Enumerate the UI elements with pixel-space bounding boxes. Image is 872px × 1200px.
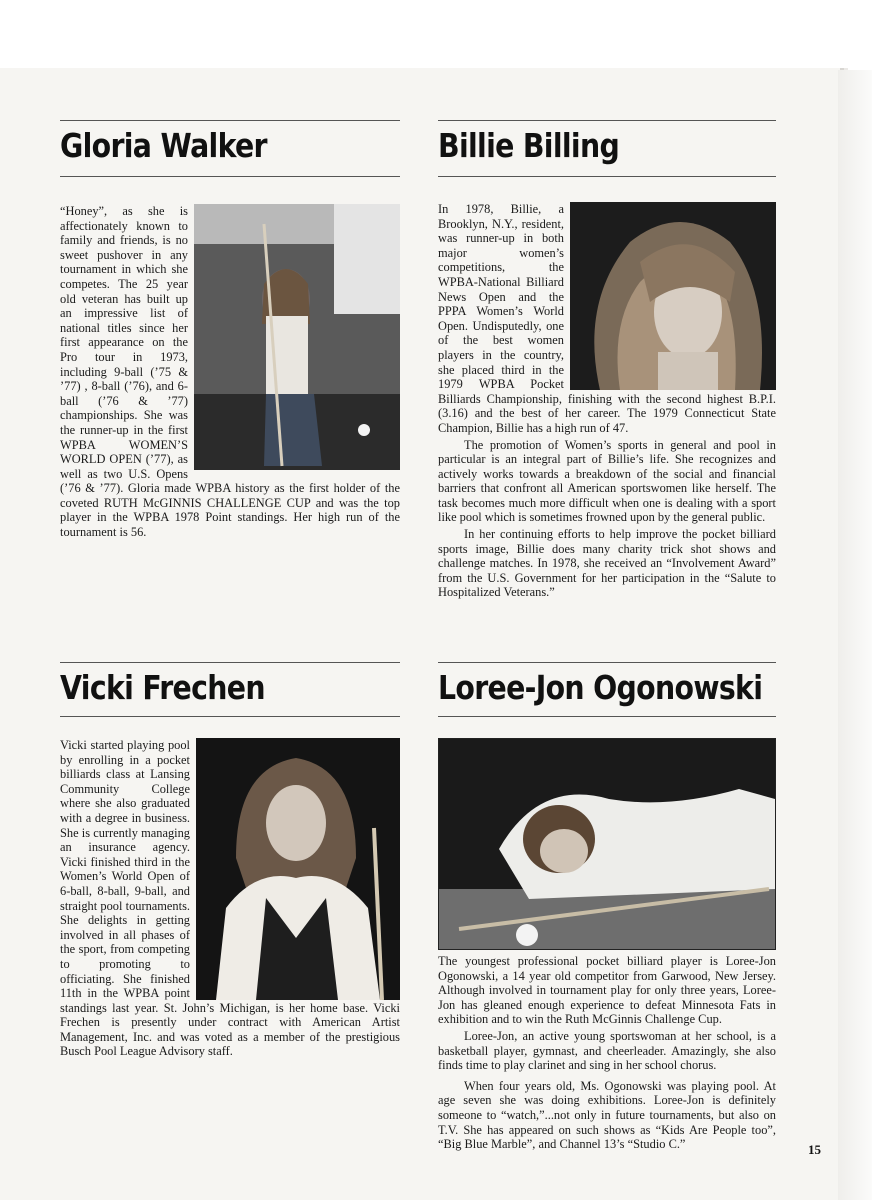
rule-vicki-bottom <box>60 716 400 717</box>
page-number: 15 <box>808 1142 821 1157</box>
billie-paragraph-2: The promotion of Women’s sports in general and pool in particular is an integral part of Billie’s life. She recognizes and actively works towards a breakdown of the social and financial barriers that confront all American sportswomen like herself. The task becomes much more difficult when one is dealing with a sport like pool which is sometimes frowned upon by the general public. <box>438 437 776 525</box>
rule-gloria-top <box>60 120 400 121</box>
page-edge <box>838 70 872 1200</box>
vicki-paragraph-1: Vicki started playing pool by enrolling in a pocket billiards class at Lansing Community College where she also graduated with a degree in business. She is currently managing an insurance agency. Vicki finished third in the Women’s World Open of 6-ball, 8-ball, 9-ball, and straight pool tournaments. She delights in getting involved in all phases of the sport, from competing to promoting to officiating. She finished 11th in the WPBA point standings last year. St. John’s Michigan, is her home base. Vicki Frechen is presently under contract with American Artist Management, Inc. and was voted as a member of the prestigious Busch Pool League Advisory staff. <box>60 738 400 1059</box>
article-billie-billing <box>438 202 776 600</box>
article-vicki-frechen <box>60 738 400 1059</box>
article-loree-jon-ogonowski <box>438 954 776 1152</box>
photo-loree-jon-ogonowski <box>438 738 776 950</box>
rule-vicki-top <box>60 662 400 663</box>
photo-billie-billing <box>570 202 776 390</box>
loree-paragraph-3: When four years old, Ms. Ogonowski was playing pool. At age seven she was doing exhibitions. Loree-Jon is definitely someone to “watch,”...not only in future tournaments, but also on T.V. She has appeared on such shows as “Kids Are People too”, “Big Blue Marble”, and Channel 13’s “Studio C.” <box>438 1078 776 1152</box>
rule-billie-top <box>438 120 776 121</box>
article-gloria-walker <box>60 204 400 540</box>
rule-loree-top <box>438 662 776 663</box>
billie-paragraph-1: In 1978, Billie, a Brooklyn, N.Y., resident, was runner-up in both major women’s competitions, the WPBA-National Billiard News Open and the PPPA Women’s World Open. Undisputedly, one of the best women players in the country, she placed third in the 1979 WPBA Pocket Billiards Championship, finishing with the second highest B.P.I. (3.16) and the best of her career. The 1979 Connecticut State Champion, Billie has a high run of 47. <box>438 202 776 435</box>
rule-billie-bottom <box>438 176 776 177</box>
heading-vicki-frechen: Vicki Frechen <box>60 668 265 707</box>
rule-gloria-bottom <box>60 176 400 177</box>
photo-gloria-walker <box>194 204 400 470</box>
heading-gloria-walker: Gloria Walker <box>60 126 267 165</box>
loree-paragraph-1: The youngest professional pocket billiard player is Loree-Jon Ogonowski, a 14 year old competitor from Garwood, New Jersey. Although involved in tournament play for only three years, Loree-Jon has gleaned enough experience to defeat Minnesota Fats in exhibition and to win the Ruth McGinnis Challenge Cup. <box>438 954 776 1027</box>
heading-billie-billing: Billie Billing <box>438 126 620 165</box>
billie-paragraph-3: In her continuing efforts to help improve the pocket billiard sports image, Billie does many charity trick shot shows and challenge matches. In 1978, she received an “Involvement Award” from the U.S. Government for her participation in the “Salute to Hospitalized Veterans.” <box>438 527 776 600</box>
gloria-paragraph-1: “Honey”, as she is affectionately known to family and friends, is no sweet pushover in any tournament in which she competes. The 25 year old veteran has built up an impressive list of national titles since her first appearance on the Pro tour in 1973, including 9-ball (’75 & ’77) , 8-ball (’76), and 6-ball (’76 & ’77) championships. She was the runner-up in the first WPBA WOMEN’S WORLD OPEN (’77), as well as two U.S. Opens (’76 & ’77). Gloria made WPBA history as the first holder of the coveted RUTH McGINNIS CHALLENGE CUP and was the top player in the WPBA 1978 Point standings. Her high run of the tournament is 56. <box>60 204 400 540</box>
loree-paragraph-2: Loree-Jon, an active young sportswoman at her school, is a basketball player, gymnast, and cheerleader. Amazingly, she also finds time to play clarinet and sing in her school chorus. <box>438 1028 776 1073</box>
photo-vicki-frechen <box>196 738 400 1000</box>
rule-loree-bottom <box>438 716 776 717</box>
heading-loree-jon-ogonowski: Loree-Jon Ogonowski <box>438 668 763 707</box>
